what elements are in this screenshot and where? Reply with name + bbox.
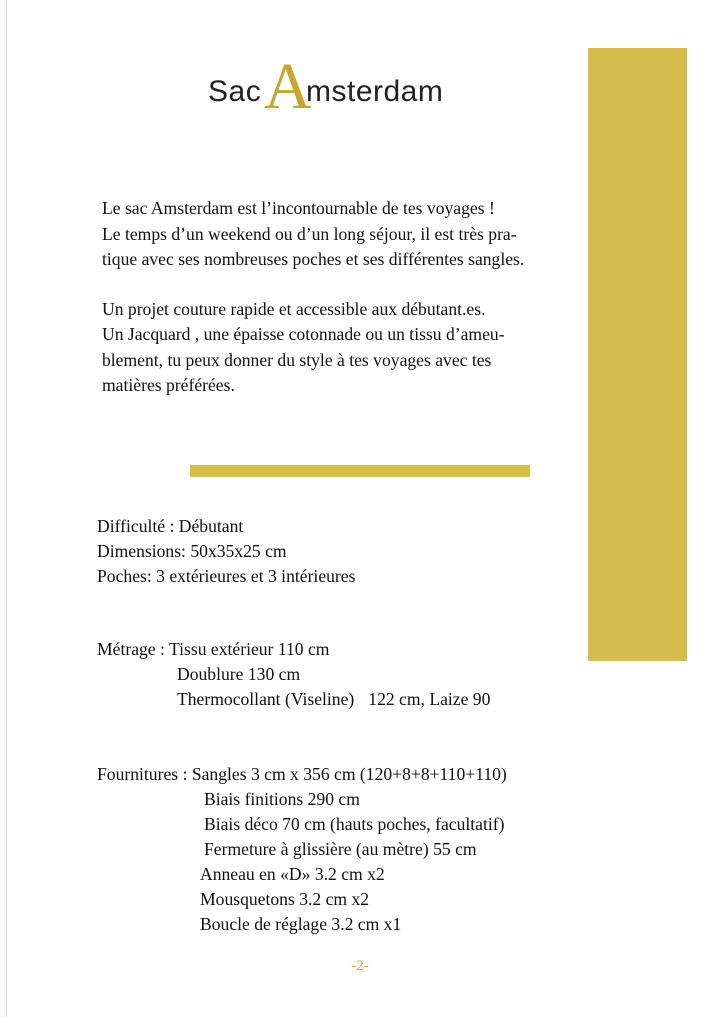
fournitures-item: Mousquetons 3.2 cm x2 <box>200 889 370 909</box>
intro-line: Un projet couture rapide et accessible aux débutant.es. <box>102 298 486 319</box>
intro-text <box>102 196 592 423</box>
title-initial: A <box>264 50 313 123</box>
metrage-interfacing: Thermocollant (Viseline) <box>177 689 355 709</box>
intro-line: tique avec ses nombreuses poches et ses différentes sangles. <box>102 249 525 269</box>
metrage-interfacing-line <box>97 687 490 712</box>
intro-line: Le sac Amsterdam est l’incontournable de tes voyages ! <box>102 198 495 218</box>
title-rest: msterdam <box>306 75 444 108</box>
fournitures-item: Biais déco 70 cm (hauts poches, facultatif) <box>204 814 505 834</box>
fournitures-label: Fournitures : <box>97 764 188 784</box>
intro-line: matières préférées. <box>102 375 235 395</box>
fournitures-item: Biais finitions 290 cm <box>204 789 360 809</box>
intro-line: Le temps d’un weekend ou d’un long séjour, il est très pra- <box>102 223 517 244</box>
metrage-lining: Doublure 130 cm <box>177 664 301 684</box>
fournitures-first-line <box>97 762 507 787</box>
intro-paragraph-1 <box>102 196 592 273</box>
fournitures-item: Anneau en «D» 3.2 cm x2 <box>200 864 385 884</box>
difficulty-line: Difficulté : Débutant <box>97 516 244 536</box>
metrage-interfacing-detail: 122 cm, Laize 90 <box>368 689 491 709</box>
metrage-fabric: Tissu extérieur 110 cm <box>169 639 330 659</box>
specs-block <box>97 514 355 589</box>
fournitures-block <box>97 762 507 937</box>
intro-line: blement, tu peux donner du style à tes voyages avec tes <box>102 349 492 370</box>
metrage-label: Métrage : <box>97 639 165 659</box>
metrage-block <box>97 637 490 712</box>
title-prefix: Sac <box>208 75 262 108</box>
fournitures-item: Fermeture à glissière (au mètre) 55 cm <box>204 839 477 859</box>
pockets-line: Poches: 3 extérieures et 3 intérieures <box>97 566 356 586</box>
fournitures-item: Sangles 3 cm x 356 cm (120+8+8+110+110) <box>191 764 507 784</box>
section-divider <box>190 465 530 477</box>
metrage-fabric-line <box>97 637 490 662</box>
dimensions-line: Dimensions: 50x35x25 cm <box>97 541 287 561</box>
decorative-gold-block <box>588 48 687 661</box>
intro-line: Un Jacquard , une épaisse cotonnade ou un tissu d’ameu- <box>102 324 505 344</box>
intro-paragraph-2 <box>102 297 592 399</box>
fournitures-item: Boucle de réglage 3.2 cm x1 <box>200 914 402 934</box>
page-number: -2- <box>351 958 369 974</box>
page-edge <box>0 0 7 1017</box>
